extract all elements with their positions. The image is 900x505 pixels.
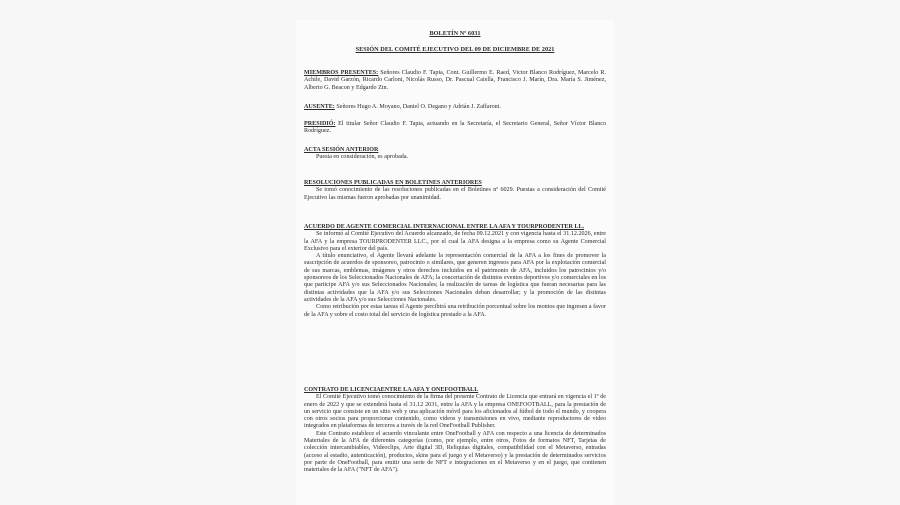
license-contract-p1: El Comité Ejecutivo tomó conocimiento de la firma del presente Contrato de Licencia que entrará en vigencia el 1º de enero de 2022 y que se extenderá hasta el 31.12 2031, entre la AFA y la empresa ONEFOOTBALL, para la prestación de un servicio que consiste en un sitio web y una aplicación móvil para los aficionados al fútbol de todo el mundo, y coopera con otros socios para proporcionar contenido, como videos y transmisiones en vivo, mediante reproductores de video integrados en plataformas de terceros a través de la red OneFootball Publisher. [304,394,606,430]
previous-minutes-text: Puesta en consideración, es aprobada. [316,154,409,161]
previous-minutes-section [304,147,606,162]
previous-minutes-title: ACTA SESIÓN ANTERIOR [304,147,379,153]
document-page [296,20,614,505]
agent-agreement-p2: A título enunciativo, el Agente llevará adelante la representación comercial de la AFA a los fines de promover la suscripción de acuerdos de sponsoreo, patrocinio o similares, que generen ingresos para AFA por la explotación comercial de sus marcas, emblemas, imágenes y otros derechos incluidos en el patrimonio de AFA, incluidos los patrocinios y/o sponsoreos de los Seleccionados Nacionales de AFA; la concertación de distintos eventos deportivos y/o comerciales en los que participe AFA y/o sus Seleccionados Nacionales; la realización de tareas de logística que fueran necesarias para las distintas actividades que la AFA y/o sus Selecciones Nacionales deban desarrollar; y la promoción de las distintas actividades de la AFA y/o sus Selecciones Nacionales. [304,253,606,303]
absent-text: Señores Hugo A. Moyano, Daniel O. Degano y Adrián J. Zaffaroni. [334,104,501,110]
published-resolutions-section [304,180,606,202]
agent-agreement-p1: Se informó al Comité Ejecutivo del Acuerdo alcanzado, de fecha 09.12.2021 y con vigencia hasta el 31.12.2026, entre la AFA y la empresa TOURPRODENTER LLC., por el cual la AFA designa a la empresa como su Agente Comercial Exclusivo para el exterior del país. [304,231,606,252]
agent-agreement-section [304,224,606,319]
presided-text: El titular Señor Claudio F. Tapia, actuando en la Secretaría, el Secretario General, Señor Víctor Blanco Rodríguez. [304,121,606,135]
license-contract-title: CONTRATO DE LICENCIAENTRE LA AFA Y ONEFOOTBALL [304,387,479,393]
absent-label: AUSENTE: [304,104,335,110]
agent-agreement-title: ACUERDO DE AGENTE COMERCIAL INTERNACIONAL ENTRE LA AFA Y TOURPRODENTER LL. [304,224,585,230]
session-title: SESIÓN DEL COMITÉ EJECUTIVO DEL 09 DE DICIEMBRE DE 2021 [355,46,555,53]
boletin-title: BOLETÍN Nº 6031 [429,30,481,37]
members-present-text: Señores Claudio F. Tapia, Cont. Guillermo E. Raed, Victor Blanco Rodríguez, Marcelo R. Achile, David Garzón, Ricardo Carloni, Nicolás Russo, Dr. Pascual Caiella, Francisco J. Marín, Dra. María S. Jiménez, Alberto G. Beacon y Edgardo Zin. [304,70,606,91]
agent-agreement-p3: Como retribución por estas tareas el Agente percibirá una retribución porcentual sobre los montos que ingresen a favor de la AFA y sobre el costo total del servicio de logística prestado a la AFA. [304,304,606,318]
presided-label: PRESIDIÓ: [304,121,336,127]
license-contract-section [304,387,606,475]
members-present-paragraph [304,70,606,92]
published-resolutions-text: Se tomó conocimiento de las resoluciones publicadas en el Boletines nº 6029. Puestas a consideración del Comité Ejecutivo las mismas fueron aprobadas por unanimidad. [304,187,606,201]
presided-paragraph [304,121,606,136]
license-contract-p2: Este Contrato establece el acuerdo vinculante entre OneFootball y AFA con respecto a una licencia de determinados Materiales de la AFA de diferentes categorías (como, por ejemplo, entre otros, Fotos de formatos NFT, Tarjetas de colección intercambiables, Videoclips, Arte digital 3D, Reliquias digitales, compatibilidad con el Metaverso, entradas (acceso al estadio, autenticación), productos, skins para el juego y el Metaverso) y la prestación de determinados servicios por parte de OneFootball, para emitir una serie de NFT e integraciones en el Metaverso y en el juego, que contienen materiales de la AFA ("NFT de AFA"). [304,430,606,474]
absent-paragraph [304,104,606,111]
published-resolutions-title: RESOLUCIONES PUBLICADAS EN BOLETINES ANTERIORES [304,180,482,186]
members-present-label: MIEMBROS PRESENTES: [304,70,379,76]
